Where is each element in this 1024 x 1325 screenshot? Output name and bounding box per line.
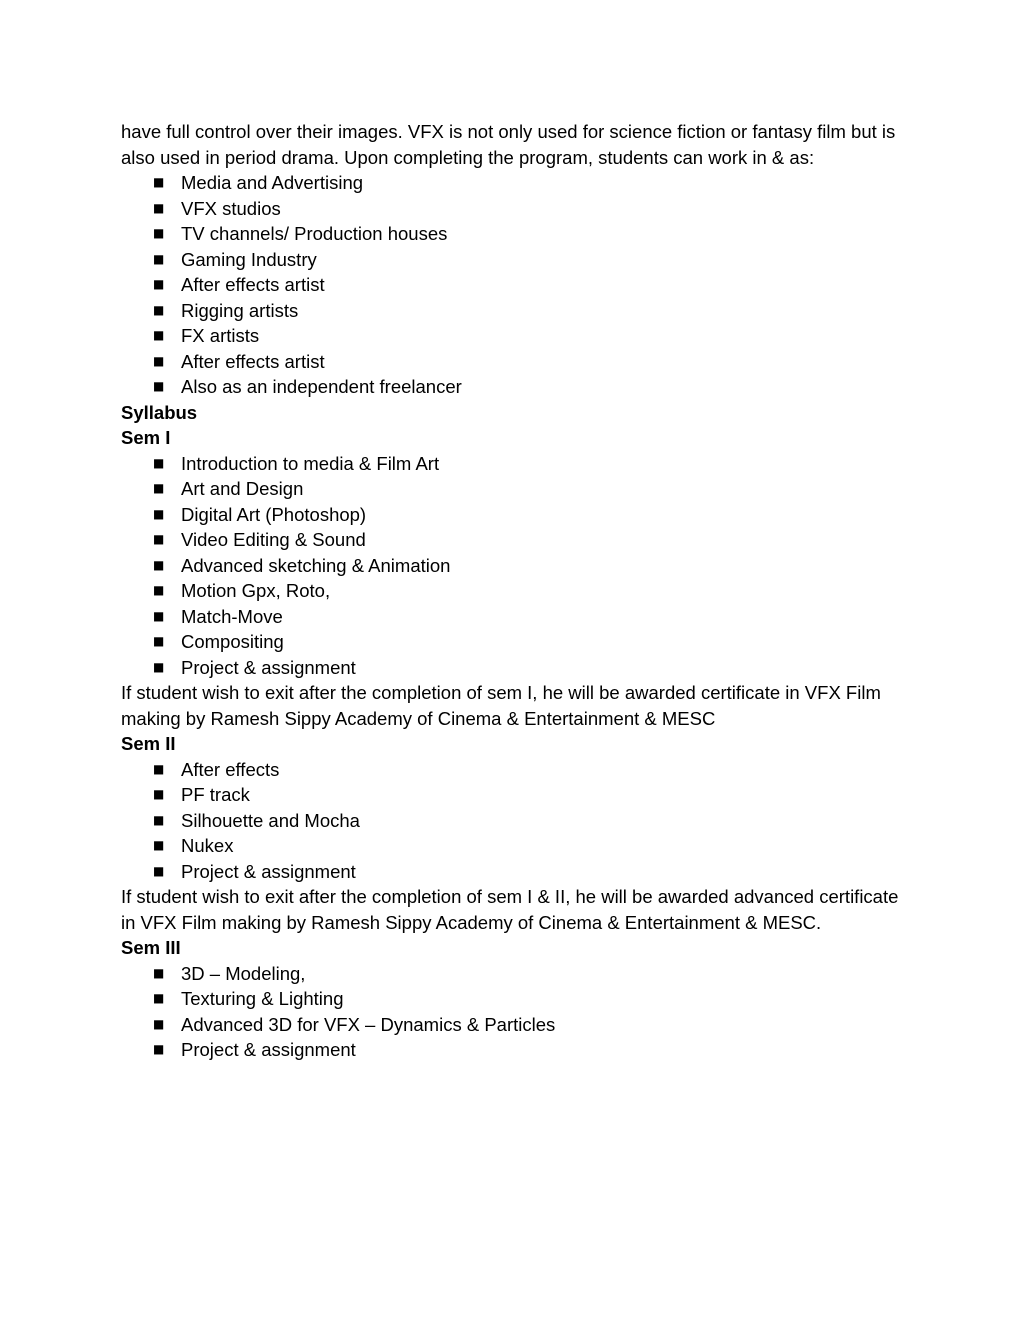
list-item xyxy=(121,782,904,808)
list-item-text: Silhouette and Mocha xyxy=(181,809,360,831)
list-item xyxy=(121,833,904,859)
sem-1-list xyxy=(121,451,904,681)
list-item-text: After effects artist xyxy=(181,274,325,295)
square-bullet-icon: ■ xyxy=(153,251,165,266)
square-bullet-icon: ■ xyxy=(153,557,165,572)
list-item-text: Project & assignment xyxy=(181,656,356,678)
square-bullet-icon: ■ xyxy=(153,863,165,878)
square-bullet-icon: ■ xyxy=(153,506,165,521)
list-item xyxy=(121,578,904,604)
square-bullet-icon: ■ xyxy=(153,532,165,546)
list-item-text: Video Editing & Sound xyxy=(181,529,366,550)
square-bullet-icon: ■ xyxy=(153,200,165,215)
list-item xyxy=(121,859,904,885)
list-item-text: Project & assignment xyxy=(181,1039,356,1060)
sem-1-heading: Sem I xyxy=(121,427,171,448)
square-bullet-icon: ■ xyxy=(153,838,165,852)
list-item xyxy=(121,196,904,222)
square-bullet-icon: ■ xyxy=(153,226,165,240)
list-item-text: After effects artist xyxy=(181,350,325,372)
list-item xyxy=(121,374,904,400)
square-bullet-icon: ■ xyxy=(153,175,165,189)
list-item-text: Nukex xyxy=(181,835,234,856)
sem-3-list xyxy=(121,961,904,1063)
sem-2-heading: Sem II xyxy=(121,733,176,754)
list-item-text: Digital Art (Photoshop) xyxy=(181,503,367,525)
list-item-text: Match-Move xyxy=(181,605,283,627)
list-item-text: Compositing xyxy=(181,631,284,652)
list-item xyxy=(121,629,904,655)
square-bullet-icon: ■ xyxy=(153,583,165,597)
intro-paragraph: have full control over their images. VFX is not only used for science fiction or fantasy film but is also used in period drama. Upon completing the program, students can work in & as: xyxy=(121,121,896,168)
square-bullet-icon: ■ xyxy=(153,353,165,368)
list-item-text: Gaming Industry xyxy=(181,248,317,270)
square-bullet-icon: ■ xyxy=(153,481,165,495)
list-item-text: FX artists xyxy=(181,325,260,346)
list-item-text: After effects xyxy=(181,758,280,780)
list-item xyxy=(121,298,904,324)
list-item xyxy=(121,757,904,783)
list-item-text: Rigging artists xyxy=(181,299,299,321)
square-bullet-icon: ■ xyxy=(153,277,165,291)
list-item-text: Advanced sketching & Animation xyxy=(181,554,451,576)
list-item-text: Introduction to media & Film Art xyxy=(181,452,440,474)
list-item-text: PF track xyxy=(181,784,250,805)
sem-2-list xyxy=(121,757,904,885)
list-item-text: 3D – Modeling, xyxy=(181,962,306,984)
square-bullet-icon: ■ xyxy=(153,1016,165,1031)
square-bullet-icon: ■ xyxy=(153,761,165,776)
list-item-text: Art and Design xyxy=(181,478,304,499)
sem-3-heading: Sem III xyxy=(121,937,181,958)
list-item-text: Also as an independent freelancer xyxy=(181,376,462,397)
list-item-text: Motion Gpx, Roto, xyxy=(181,580,331,601)
square-bullet-icon: ■ xyxy=(153,1042,165,1056)
list-item xyxy=(121,808,904,834)
square-bullet-icon: ■ xyxy=(153,608,165,623)
list-item-text: Project & assignment xyxy=(181,860,356,882)
list-item-text: Advanced 3D for VFX – Dynamics & Particles xyxy=(181,1013,556,1035)
square-bullet-icon: ■ xyxy=(153,991,165,1005)
list-item xyxy=(121,272,904,298)
sem-1-exit-note: If student wish to exit after the completion of sem I, he will be awarded certificate in VFX Film making by Ramesh Sippy Academy of Cinema & Entertainment & MESC xyxy=(121,682,881,729)
square-bullet-icon: ■ xyxy=(153,328,165,342)
list-item xyxy=(121,961,904,987)
list-item xyxy=(121,655,904,681)
careers-list xyxy=(121,170,904,400)
list-item xyxy=(121,527,904,553)
square-bullet-icon: ■ xyxy=(153,455,165,470)
list-item xyxy=(121,349,904,375)
list-item xyxy=(121,221,904,247)
list-item xyxy=(121,451,904,477)
list-item-text: VFX studios xyxy=(181,197,281,219)
square-bullet-icon: ■ xyxy=(153,965,165,980)
list-item xyxy=(121,502,904,528)
square-bullet-icon: ■ xyxy=(153,302,165,317)
sem-2-exit-note: If student wish to exit after the completion of sem I & II, he will be awarded advanced certificate in VFX Film making by Ramesh Sippy Academy of Cinema & Entertainment & MESC. xyxy=(121,886,899,933)
list-item-text: Media and Advertising xyxy=(181,172,364,193)
list-item xyxy=(121,476,904,502)
list-item-text: TV channels/ Production houses xyxy=(181,223,448,244)
syllabus-heading: Syllabus xyxy=(121,401,198,423)
list-item xyxy=(121,1037,904,1063)
square-bullet-icon: ■ xyxy=(153,634,165,648)
list-item xyxy=(121,1012,904,1038)
square-bullet-icon: ■ xyxy=(153,379,165,393)
list-item-text: Texturing & Lighting xyxy=(181,988,344,1009)
list-item xyxy=(121,553,904,579)
list-item xyxy=(121,986,904,1012)
square-bullet-icon: ■ xyxy=(153,812,165,827)
square-bullet-icon: ■ xyxy=(153,659,165,674)
list-item xyxy=(121,323,904,349)
list-item xyxy=(121,170,904,196)
square-bullet-icon: ■ xyxy=(153,787,165,801)
list-item xyxy=(121,604,904,630)
list-item xyxy=(121,247,904,273)
